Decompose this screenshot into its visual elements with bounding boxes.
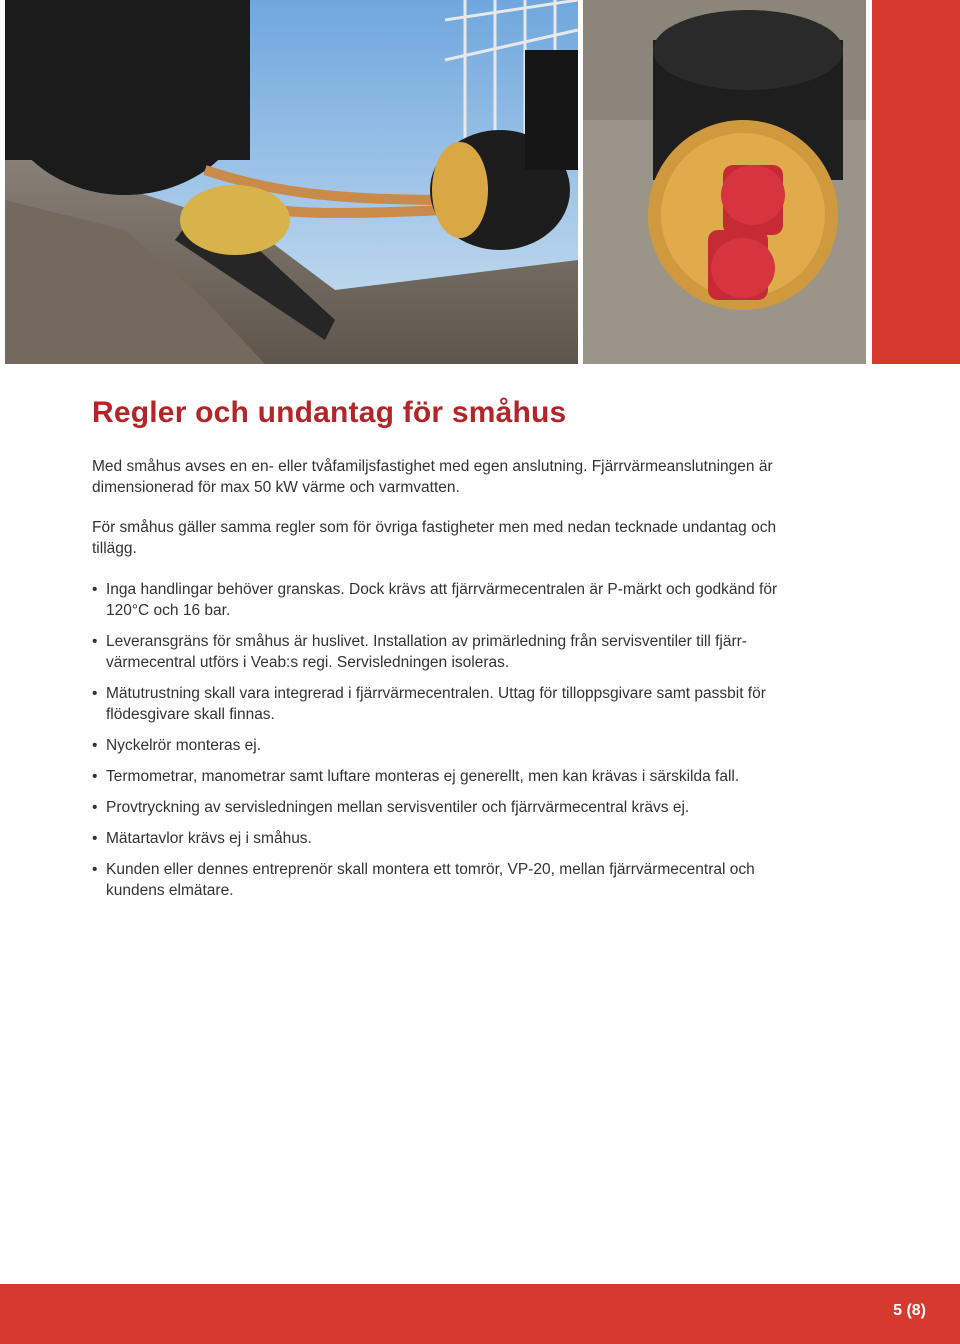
list-item: • Mätutrustning skall vara integrerad i fjärrvärmecentralen. Uttag för tilloppsgivare samt passbit för flödesgivare skall finnas. — [92, 683, 812, 725]
photo-pipe-end — [583, 0, 866, 364]
photo-pipe-trench — [5, 0, 578, 364]
page-number: 5 (8) — [893, 1302, 926, 1319]
main-content — [92, 396, 812, 911]
list-item: • Provtryckning av servisledningen mellan servisventiler och fjärrvärmecentral krävs ej. — [92, 797, 812, 818]
accent-strip — [872, 0, 960, 364]
list-item: • Kunden eller dennes entreprenör skall montera ett tomrör, VP-20, mellan fjärrvärmecentral och kundens elmätare. — [92, 859, 812, 901]
intro-paragraph: Med småhus avses en en- eller tvåfamiljsfastighet med egen anslutning. Fjärrvärmeanslutningen är dimensionerad för max 50 kW värme och varmvatten. — [92, 458, 773, 496]
list-item: • Mätartavlor krävs ej i småhus. — [92, 828, 812, 849]
exceptions-list — [92, 579, 812, 901]
list-item: • Leveransgräns för småhus är huslivet. Installation av primärledning från servisventiler till fjärr-värmecentral utförs i Veab:s regi. Servisledningen isoleras. — [92, 631, 812, 673]
list-item: • Termometrar, manometrar samt luftare monteras ej generellt, men kan krävas i särskilda fall. — [92, 766, 812, 787]
rules-paragraph: För småhus gäller samma regler som för övriga fastigheter men med nedan tecknade undantag och tillägg. — [92, 519, 777, 557]
list-item: • Nyckelrör monteras ej. — [92, 735, 812, 756]
page-title: Regler och undantag för småhus — [92, 396, 567, 429]
footer-bar — [0, 1284, 960, 1344]
list-item: • Inga handlingar behöver granskas. Dock krävs att fjärrvärmecentralen är P-märkt och godkänd för 120°C och 16 bar. — [92, 579, 812, 621]
